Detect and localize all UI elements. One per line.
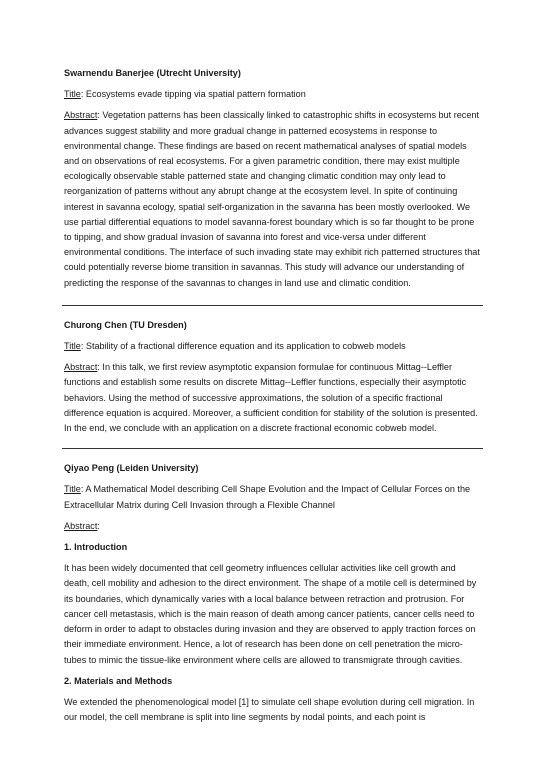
title-label: Title — [64, 89, 81, 100]
divider — [62, 448, 483, 449]
title-label: Title — [64, 484, 81, 495]
abstract-label: Abstract — [64, 110, 98, 121]
section-text: We extended the phenomenological model [1] to simulate cell shape evolution during cell migration. In our model, the cell membrane is split into line segments by nodal points, and each point is — [64, 696, 475, 723]
section-heading: 1. Introduction — [64, 542, 128, 553]
abstract-entry — [64, 318, 481, 436]
abstract-body: : Vegetation patterns has been classically linked to catastrophic shifts in ecosystems but recent advances suggest stability and more gradual change in patterned ecosystems in response to environmental change. These findings are based on recent mathematical analyses of spatial models and on observations of real ecosystems. For a given parametric condition, there may exist multiple ecologically observable stable patterned state and changing climatic condition may only lead to reorganization of patterns without any abrupt change at the ecosystem level. In spite of continuing interest in savanna ecology, spatial self-organization in the savanna has been mostly overlooked. We use partial differential equations to model savanna-forest boundary which is so far thought to be prone to tipping, and show gradual invasion of savanna into forest and vice-versa under different environmental conditions. The interface of such invading state may exhibit rich patterned structures that could potentially reverse biome transition in savannas. This study will advance our understanding of predicting the response of the savannas to changes in land use and climatic condition. — [64, 110, 480, 288]
divider — [62, 305, 483, 306]
abstract-text — [64, 108, 481, 290]
abstract-colon: : — [97, 520, 100, 531]
abstract-label: Abstract — [64, 520, 98, 531]
abstract-text — [64, 360, 481, 436]
title-label: Title — [64, 341, 81, 352]
abstract-entry — [64, 66, 481, 291]
author-name: Churong Chen (TU Dresden) — [64, 319, 187, 330]
abstract-label: Abstract — [64, 362, 98, 373]
abstract-entry — [64, 461, 481, 725]
abstract-heading — [64, 519, 481, 534]
abstract-body: : In this talk, we first review asymptotic expansion formulae for continuous Mittag--Leffler functions and establish some results on discrete Mittag--Leffler functions, especially their asymptotic behaviors. Using the method of successive approximations, the solution of a specific fractional difference equation is acquired. Moreover, a sufficient condition for stability of the solution is presented. In the end, we conclude with an application on a discrete fractional economic cobweb model. — [64, 362, 478, 434]
talk-title — [64, 482, 481, 512]
section-text: It has been widely documented that cell geometry influences cellular activities like cell growth and death, cell mobility and adhesion to the direct environment. The shape of a motile cell is determined by its boundaries, which dynamically varies with a local balance between retraction and protrusion. For cancer cell metastasis, which is the main reason of death among cancer patients, cancer cells need to deform in order to adapt to obstacles during invasion and they are observed to apply traction forces on their immediate environment. Hence, a lot of research has been done on cell penetration the micro-tubes to mimic the tissue-like environment where cells are allowed to transmigrate through cavities. — [64, 563, 477, 665]
talk-title — [64, 339, 481, 354]
author-name: Qiyao Peng (Leiden University) — [64, 463, 199, 474]
title-text: : Stability of a fractional difference equation and its application to cobweb models — [80, 341, 406, 352]
talk-title — [64, 87, 481, 102]
author-name: Swarnendu Banerjee (Utrecht University) — [64, 68, 241, 78]
title-text: : A Mathematical Model describing Cell Shape Evolution and the Impact of Cellular Forces on the Extracellular Matrix during Cell Invasion through a Flexible Channel — [64, 484, 471, 510]
title-text: : Ecosystems evade tipping via spatial pattern formation — [80, 89, 306, 100]
section-heading: 2. Materials and Methods — [64, 675, 173, 686]
